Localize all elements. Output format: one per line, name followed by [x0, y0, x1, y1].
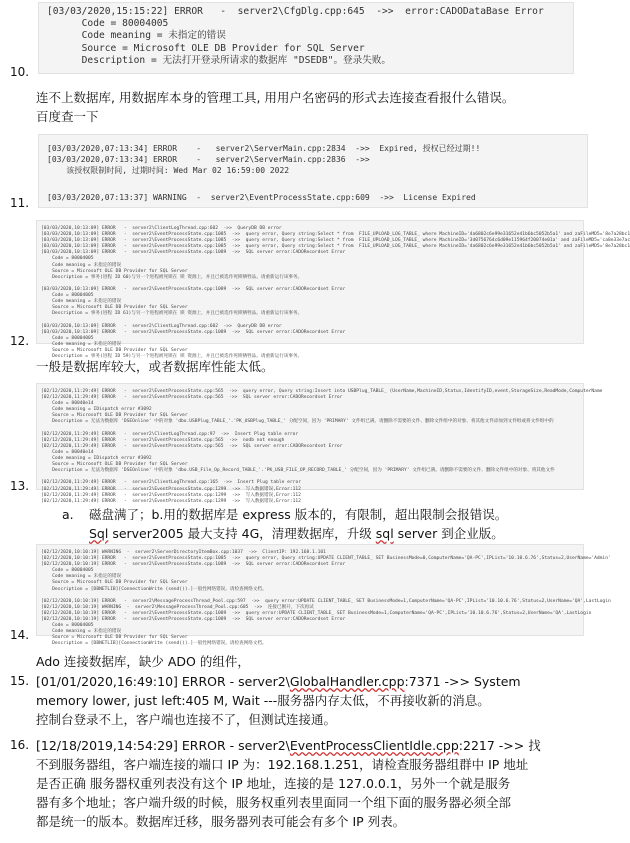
log-line: Code meaning = 未指定的错误: [41, 574, 122, 580]
note-16-line5: 都是统一的版本。数据库迁移，服务器列表可能会有多个 IP 列表。: [36, 814, 406, 829]
log-line: Code = 80004005: [47, 18, 169, 30]
log-line: Source = Microsoft OLE DB Provider for SQL Server: [41, 635, 188, 641]
log-line: Description = 无法为数据库 'DSEOnline' 中的对象 'dbo.USB_File_Op_Record_TABLE_'.'PK_USB_FILE_OP_RECORD_TABLE_' 分配空间，因为 'PRIMARY' 文件组已满。请删除不需要的文件、删除文件组中的对象、将其他文件: [41, 468, 555, 474]
log-line: Code = 80004005: [41, 335, 94, 341]
log-screenshot-10: [38, 2, 574, 74]
log-line: [03/03/2020,10:13:09] ERROR - server2\ClientLogThread.cpp:602 ->> QueryDB DB error: [41, 226, 282, 231]
log-11-bottom: [47, 192, 587, 203]
log-line: Source = Microsoft OLE DB Provider for SQL Server: [41, 580, 188, 586]
log-line: [03/03/2020,15:15:22] ERROR - server2\CfgDlg.cpp:645 ->> error:CADODataBase Error: [47, 6, 544, 17]
note-13a-line2-end: server 到企业版。: [393, 526, 504, 541]
log-line: Source = Microsoft OLE DB Provider for SQL Server: [41, 268, 188, 274]
item-number-15: 15.: [10, 674, 30, 688]
log-line: [02/12/2020,10:10:19] ERROR - server2\EventProcessState.cpp:1089 ->> query error:UPDATE CLIENT_TABLE_ SET BusinessMode=1,ComputerName='QA-PC',IPList='10.10.6.76',Status=2,UserName='QA',LastLogin: [41, 610, 592, 616]
note-16-line1: [36, 736, 541, 755]
log-line: [03/03/2020,10:13:09] ERROR - server2\EventProcessState.cpp:1085 ->> query error, Query string:Select * from FILE_UPLOAD_LOG_TABLE_ where MachineID='3d0756764c6d09e115964f20074e01a' and zaFileMD5='ca8e33e7ac: [41, 238, 630, 244]
log-line: Description = 事务(进程 ID 61)与另一个进程被死锁在 锁 资源上，并且已被选作死锁牺牲品。请重新运行该事务。: [41, 311, 303, 317]
log-line: [02/12/2020,10:10:19] ERROR - server2\MessageProcessThread_Pool.cpp:597 ->> query error:UPDATE CLIENT_TABLE_ SET BusinessMode=1,ComputerName='QA-PC',IPList='10.10.6.76',Status=2,UserName='QA',LastLogin: [41, 598, 611, 604]
log-line: [03/03/2020,07:13:34] ERROR - server2\ServerMain.cpp:2836 ->>: [47, 155, 370, 164]
log-line: [02/12/2020,10:10:19] ERROR - server2\EventProcessState.cpp:1089 ->> SQL server error:CADORecordset Error: [41, 562, 346, 568]
log-line: [02/12/2020,10:10:19] WARNING - server2\MessageProcessThread_Pool.cpp:605 ->> 连接已断开，下次再试: [41, 604, 314, 610]
log-line: [03/03/2020,10:13:09] ERROR - server2\EventProcessState.cpp:1085 ->> query error, Query string:Select * from FILE_UPLOAD_LOG_TABLE_ where MachineID='4a6802c6e99e31652e41b6bc5052b5a1' and zaFileMD5='8e7a28bc1: [41, 244, 630, 250]
sql-word-2: sql: [375, 526, 394, 541]
log-line: [03/03/2020,10:13:09] ERROR - server2\EventProcessState.cpp:1089 ->> SQL server error:CADORecordset Error: [41, 286, 346, 292]
note-16-line3: 是否正确 服务器权重列表没有这个 IP 地址，连接的是 127.0.0.1，另外一个就是服务: [36, 776, 511, 791]
log-11-top: [47, 143, 587, 176]
log-line: [03/03/2020,10:13:09] ERROR - server2\ClientLogThread.cpp:602 ->> QueryDB DB error: [41, 323, 282, 329]
log-line: Description = [DBNETLIB][ConnectionWrite (send()).]一般性网络错误。请检查网络文档。: [41, 641, 267, 647]
log-line: Source = Microsoft OLE DB Provider for SQL Server: [41, 462, 188, 468]
note-13a-line1: 磁盘满了；b.用的数据库是 express 版本的，有限制，超出限制会报错误。: [89, 507, 508, 522]
log-line: [02/12/2020,10:10:19] ERROR - server2\EventProcessState.cpp:1085 ->> query error, Query string:UPDATE CLIENT_TABLE_ SET BusinessMode=0,ComputerName='QA-PC',IPList='10.10.6.76',Status=2,UserName='Admin': [41, 556, 611, 562]
log-line: [02/12/2020,11:29:49] ERROR - server2\EventProcessState.cpp:1299 ->> 写入数据错误,Error:112: [41, 486, 301, 492]
log-line: Description = 事务(进程 ID 59)与另一个进程被死锁在 锁 资源上，并且已被选作死锁牺牲品。请重新运行该事务。: [41, 353, 303, 359]
note-16-file: EventProcessClientIdle.cpp: [289, 738, 459, 753]
log-line: Source = Microsoft OLE DB Provider for SQL Server: [41, 413, 188, 419]
log-line: [02/12/2020,11:29:49] ERROR - server2\EventProcessState.cpp:1299 ->> 写入数据错误,Error:112: [41, 492, 301, 498]
sql-word-1: Sql: [89, 526, 109, 541]
log-line: [02/12/2020,11:29:49] ERROR - server2\ClientLogThread.cpp:165 ->> Insert Plug table error: [41, 480, 301, 486]
note-13a-line2: [89, 524, 504, 543]
log-line: [03/03/2020,07:13:37] WARNING - server2\EventProcessState.cpp:609 ->> License Expired: [47, 193, 476, 202]
log-line: Description = [DBNETLIB][ConnectionWrite (send()).]一般性网络错误。请检查网络文档。: [41, 586, 267, 592]
log-line: 该授权限制时间, 过期时间: Wed Mar 02 16:59:00 2022: [47, 166, 290, 175]
log-line: [03/03/2020,10:13:09] ERROR - server2\EventProcessState.cpp:1085 ->> query error, Query string:Select * from FILE_UPLOAD_LOG_TABLE_ where MachineID='4a6802c6e99e31652e41b6bc5052b5a1' and zaFileMD5='8e7a28bc1: [41, 232, 630, 238]
log-line: [02/12/2020,10:10:19] WARNING - server2\ServerDirectoryItemBox.cpp:1037 ->> ClientIP: 192.168.1.101: [41, 550, 326, 555]
note-10-line1: 连不上数据库, 用数据库本身的管理工具, 用用户名密码的形式去连接查看报什么错误。: [36, 90, 515, 105]
log-line: Code meaning = 未指定的错误: [41, 262, 122, 268]
note-12: 一般是数据库较大，或者数据库性能太低。: [36, 359, 274, 374]
note-14: Ado 连接数据库，缺少 ADO 的组件，: [36, 654, 250, 669]
log-screenshot-11: [38, 134, 588, 208]
log-line: Code = 80004005: [41, 568, 94, 574]
note-16-line1-b: :2217 ->> 找: [458, 738, 541, 753]
log-line: Source = Microsoft OLE DB Provider for SQL Server: [41, 305, 188, 311]
log-line: Code meaning = 未指定的错误: [41, 629, 122, 635]
note-15-line1-a: [01/01/2020,16:49:10] ERROR - server2\: [36, 674, 290, 689]
note-15-line2: memory lower, just left:405 M, Wait ---服务器内存太低，不再接收新的消息。: [36, 693, 490, 708]
log-line: Code = 80004005: [41, 256, 94, 262]
note-16-line1-a: [12/18/2019,14:54:29] ERROR - server2\: [36, 738, 290, 753]
note-16-line4: 器有多个地址；客户端升级的时候，服务权重列表里面同一个组下面的服务器必须全部: [36, 795, 512, 810]
log-line: [02/12/2020,10:10:19] ERROR - server2\EventProcessState.cpp:1089 ->> SQL server error:CADORecordset Error: [41, 617, 346, 623]
note-15-line1: [36, 672, 521, 691]
log-line: Code = 80040e14: [41, 449, 94, 455]
log-screenshot-14: [36, 544, 611, 647]
item-number-12: 12.: [10, 334, 30, 348]
note-13a-line2-mid: server2005 最大支持 4G，清理数据库，升级: [108, 526, 376, 541]
log-line: Code meaning = IDispatch error #3092: [41, 456, 152, 462]
log-line: Description = 事务(进程 ID 60)与另一个进程被死锁在 锁 资源上，并且已被选作死锁牺牲品。请重新运行该事务。: [41, 274, 303, 280]
log-line: Code = 80004005: [41, 293, 94, 299]
item-number-13: 13.: [10, 479, 30, 493]
log-line: Code meaning = 未指定的错误: [47, 30, 226, 42]
log-line: Source = Microsoft OLE DB Provider for SQL Server: [47, 42, 365, 54]
note-16-line2: 不到服务器组，客户端连接的端口 IP 为：192.168.1.251，请检查服务器组群中 IP 地址: [36, 757, 529, 772]
item-number-14: 14.: [10, 628, 30, 642]
note-15-line3: 控制台登录不上，客户端也连接不了，但测试连接通。: [36, 712, 337, 727]
log-line: [02/12/2020,11:29:49] ERROR - server2\EventProcessState.cpp:565 ->> query error, Query string:Insert into USBPlug_TABLE_ (UserName,MachineID,Status,IdentifyID,event,StorageSize,ReadMode,ComputerName: [41, 389, 603, 394]
log-line: Code meaning = IDispatch error #3092: [41, 407, 152, 413]
log-line: [03/03/2020,07:13:34] ERROR - server2\ServerMain.cpp:2834 ->> Expired, 授权已经过期!!: [47, 144, 481, 153]
log-line: Code meaning = 未指定的错误: [41, 341, 122, 347]
note-15-file: GlobalHandler.cpp: [289, 674, 405, 689]
log-line: Description = 无法为数据库 'DSEOnline' 中的对象 'dbo.USBPlug_TABLE_'.'PK_USBPlug_TABLE_' 分配空间，因为 'PRIMARY' 文件组已满。请删除不需要的文件、删除文件组中的对象、将其他文件添加到文件组或将文件组中的: [41, 419, 554, 425]
log-screenshot-13: [36, 383, 603, 504]
log-line: Description = 无法打开登录所请求的数据库 "DSEDB"。登录失败。: [47, 54, 392, 66]
log-line: [03/03/2020,10:13:09] ERROR - server2\EventProcessState.cpp:1089 ->> SQL server error:CADORecordset Error: [41, 250, 346, 256]
note-10-line2: 百度查一下: [36, 109, 99, 124]
log-line: [02/12/2020,11:29:49] ERROR - server2\EventProcessState.cpp:565 ->> SQL server error:CADORecordset Error: [41, 443, 343, 449]
log-line: [03/03/2020,10:13:09] ERROR - server2\EventProcessState.cpp:1089 ->> SQL server error:CADORecordset Error: [41, 329, 346, 335]
log-line: [02/12/2020,11:29:49] ERROR - server2\ClientLogThread.cpp:97 ->> Insert Plug table error: [41, 431, 299, 437]
item-number-10: 10.: [10, 65, 30, 79]
log-line: Code meaning = 未指定的错误: [41, 299, 122, 305]
log-line: [02/12/2020,11:29:49] ERROR - server2\EventProcessState.cpp:565 ->> nodb not enough: [41, 437, 285, 443]
note-13a-prefix: a.: [62, 507, 74, 522]
log-line: [02/12/2020,11:29:49] ERROR - server2\EventProcessState.cpp:1299 ->> 写入数据错误,Error:112: [41, 498, 301, 504]
note-15-line1-b: :7371 ->> System: [404, 674, 521, 689]
log-line: Code = 80040e14: [41, 401, 94, 407]
item-number-11: 11.: [10, 196, 30, 210]
item-number-16: 16.: [10, 738, 30, 752]
log-line: [02/12/2020,11:29:49] ERROR - server2\EventProcessState.cpp:565 ->> SQL server error:CADORecordset Error: [41, 395, 343, 401]
log-screenshot-12: [36, 220, 630, 359]
log-line: Source = Microsoft OLE DB Provider for SQL Server: [41, 347, 188, 353]
log-line: Code = 80004005: [41, 623, 94, 629]
